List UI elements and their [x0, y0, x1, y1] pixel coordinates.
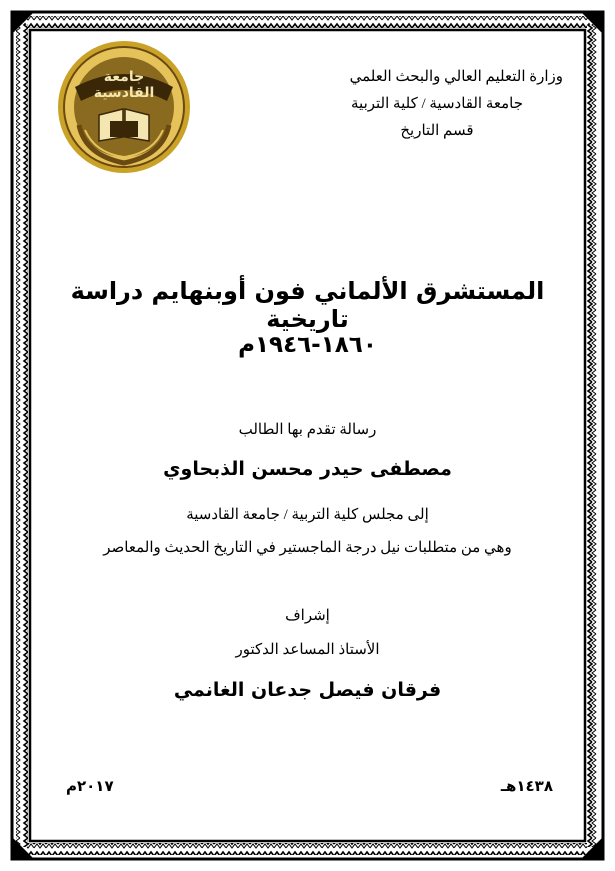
student-name: مصطفى حيدر محسن الذبحاوي	[163, 458, 452, 480]
degree-line: وهي من متطلبات نيل درجة الماجستير في التاريخ الحديث والمعاصر	[103, 540, 512, 556]
thesis-title: المستشرق الألماني فون أوبنهايم دراسة تاريخية	[70, 277, 545, 333]
thesis-years: ١٨٦٠-١٩٤٦م	[238, 332, 377, 358]
submission-intro: رسالة تقدم بها الطالب	[238, 422, 377, 438]
hijri-date: ١٤٣٨هـ	[500, 777, 553, 795]
supervisor-rank: الأستاذ المساعد الدكتور	[235, 642, 380, 658]
department-name: قسم التاريخ	[400, 123, 474, 139]
ministry-name: وزارة التعليم العالي والبحث العلمي	[349, 69, 563, 85]
university-college: جامعة القادسية / كلية التربية	[351, 96, 523, 112]
gregorian-date: ٢٠١٧م	[66, 777, 114, 795]
supervisor-name: فرقان فيصل جدعان الغانمي	[173, 679, 442, 701]
supervision-label: إشراف	[285, 608, 330, 624]
seal-text: جامعة القادسية	[93, 69, 155, 101]
council-line: إلى مجلس كلية التربية / جامعة القادسية	[186, 507, 429, 523]
institution-header	[307, 64, 567, 145]
university-seal-logo	[55, 35, 193, 183]
